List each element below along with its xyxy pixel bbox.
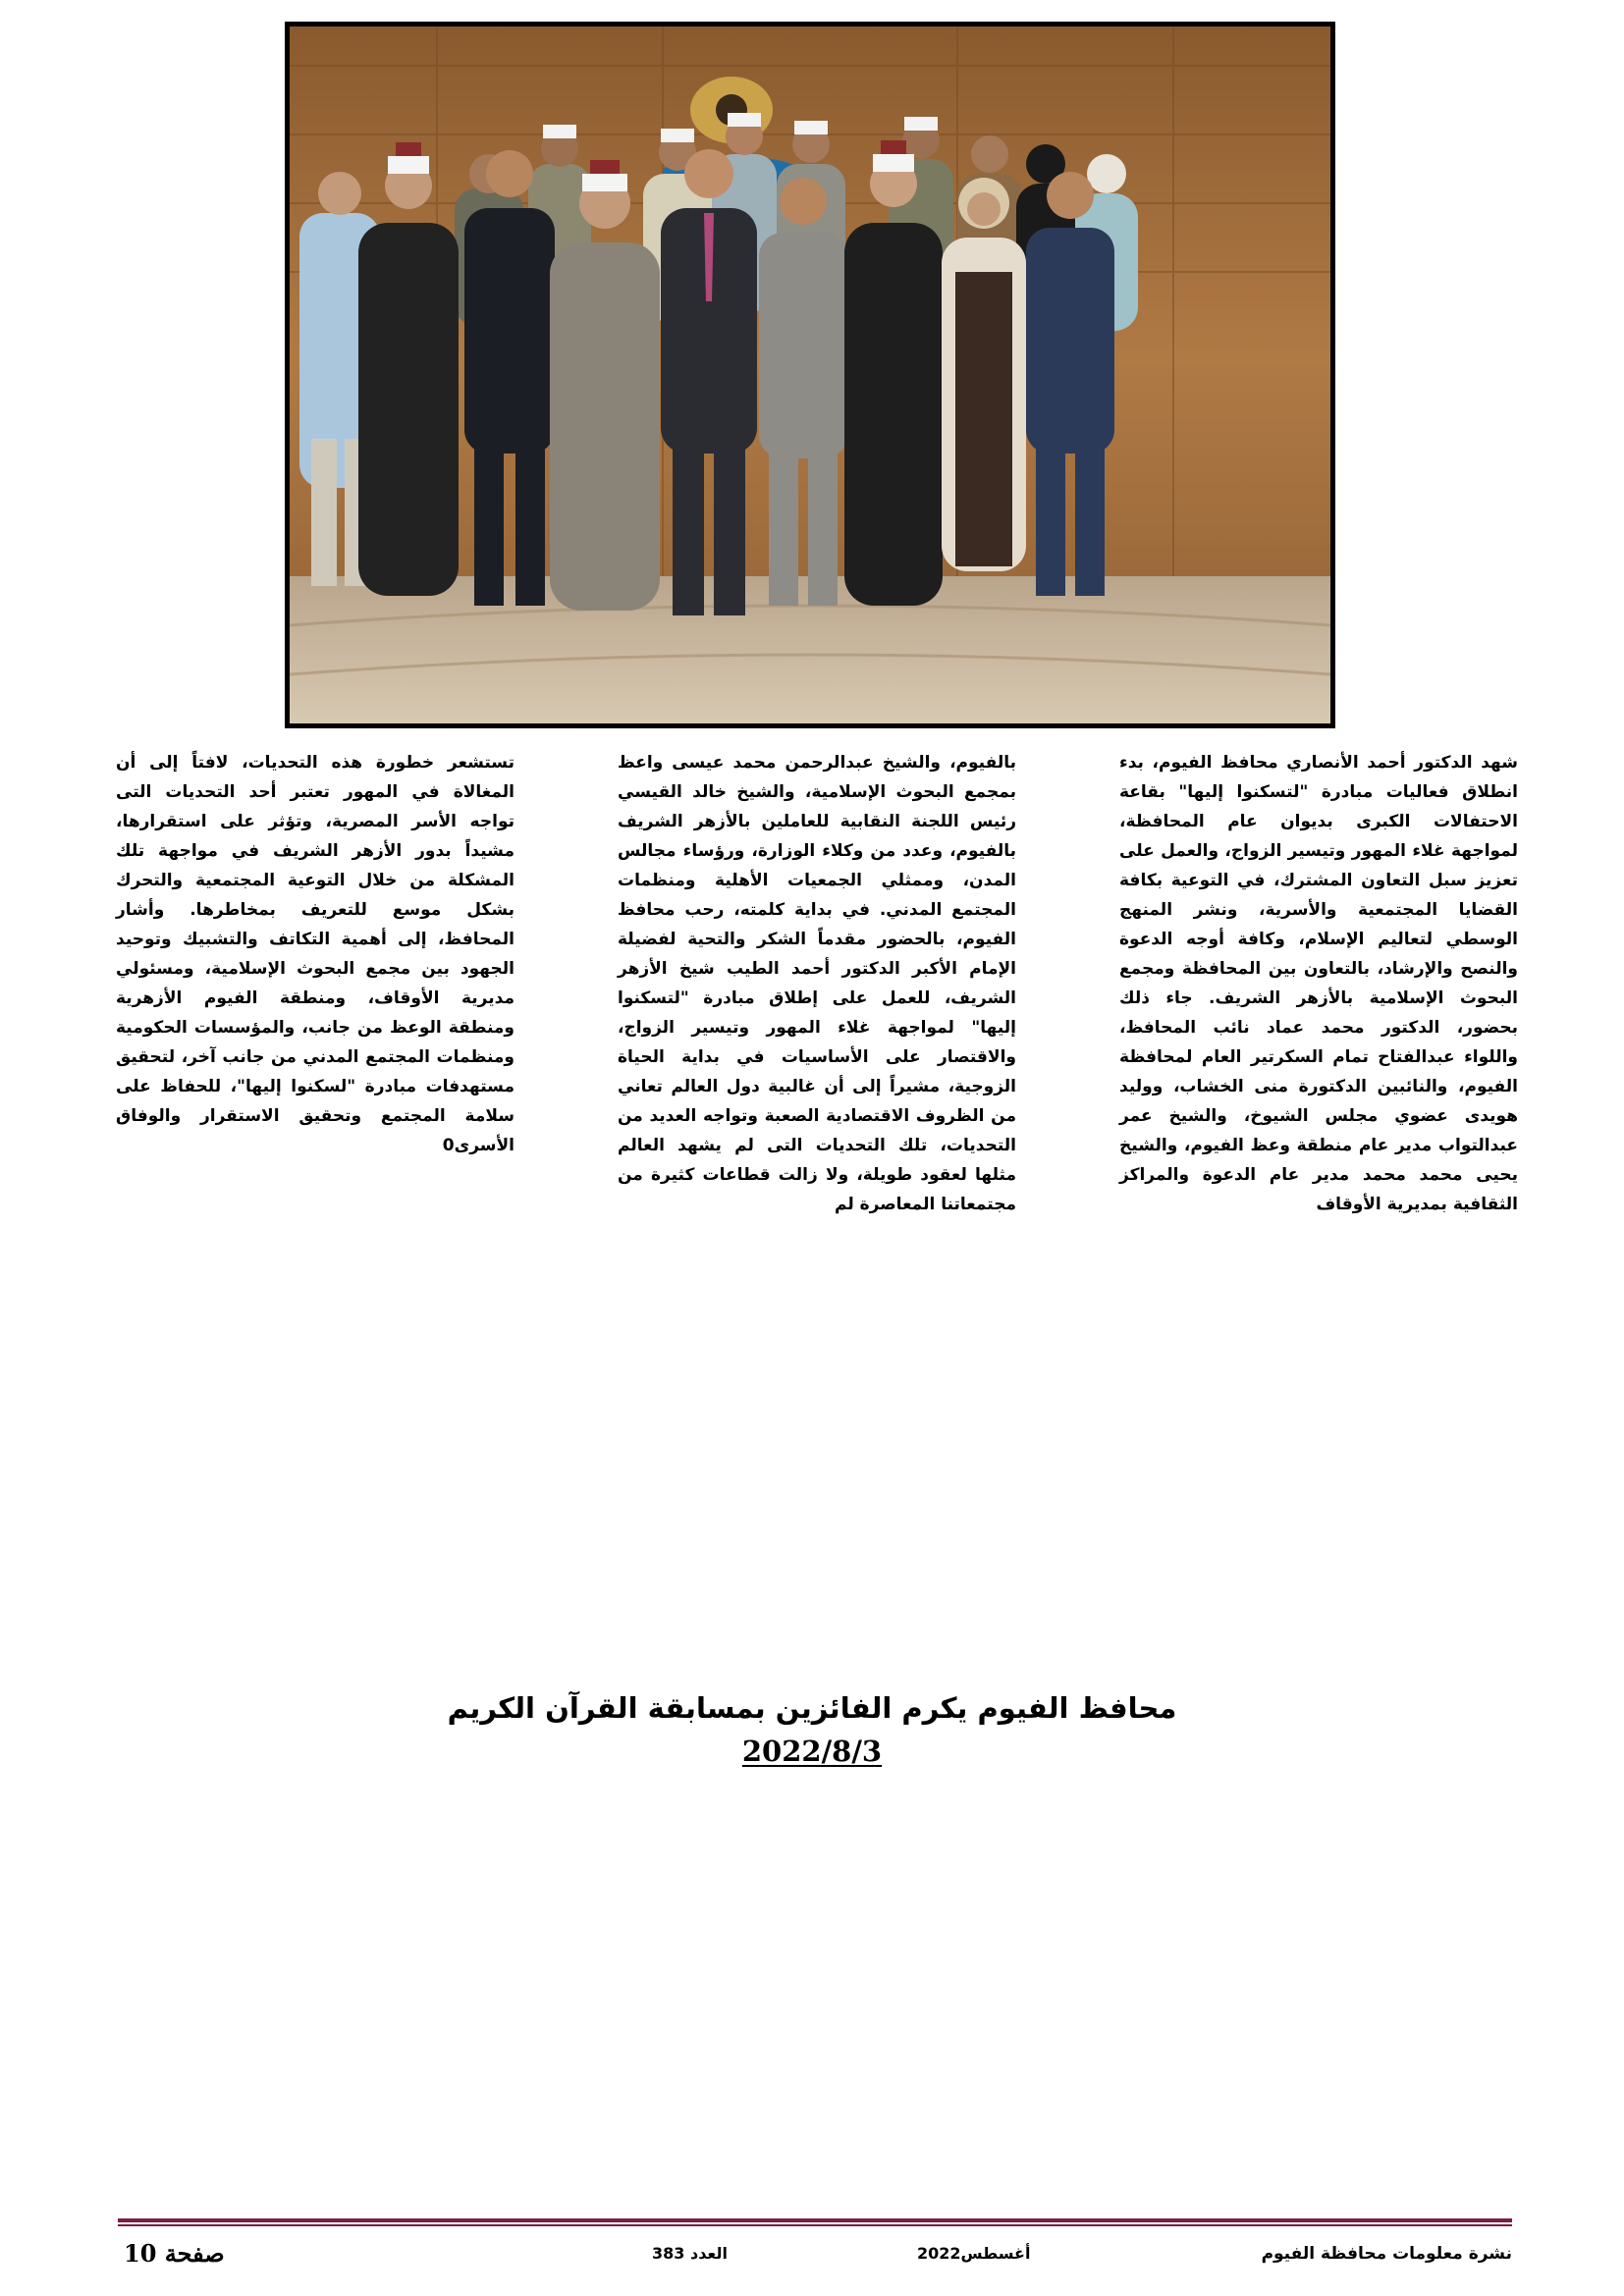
- article-column-3: [116, 748, 514, 1160]
- article-photo: [285, 22, 1335, 728]
- footer-month: أغسطس2022: [917, 2244, 1031, 2263]
- article-paragraph: بالفيوم، والشيخ عبدالرحمن محمد عيسى واعظ بمجمع البحوث الإسلامية، والشيخ خالد القيسي رئيس اللجنة النقابية للعاملين بالأزهر الشريف بالفيوم، وعدد من وكلاء الوزارة، ورؤساء مجالس المدن، وممثلي الجمعيات الأهلية ومنظمات المجتمع المدني. في بداية كلمته، رحب محافظ الفيوم، بالحضور مقدماً الشكر والتحية لفضيلة الإمام الأكبر الدكتور أحمد الطيب شيخ الأزهر الشريف، للعمل على إطلاق مبادرة "لتسكنوا إليها" لمواجهة غلاء المهور وتيسير الزواج، والاقتصار على الأساسيات في بداية الحياة الزوجية، مشيراً إلى أن غالبية دول العالم تعاني من الظروف الاقتصادية الصعبة وتواجه العديد من التحديات، تلك التحديات التى لم يشهد العالم مثلها لعقود طويلة، ولا زالت قطاعات كثيرة من مجتمعاتنا المعاصرة لم: [618, 753, 1016, 1214]
- footer-divider: [118, 2218, 1512, 2222]
- article-column-2: [618, 748, 1016, 1219]
- footer-publication-title: نشرة معلومات محافظة الفيوم: [1261, 2244, 1512, 2264]
- article-paragraph: شهد الدكتور أحمد الأنصاري محافظ الفيوم، بدء انطلاق فعاليات مبادرة "لتسكنوا إليها" بقاعة الاحتفالات الكبرى بديوان عام المحافظة، لمواجهة غلاء المهور وتيسير الزواج، والعمل على تعزيز سبل التعاون المشترك، في التوعية بكافة القضايا المجتمعية والأسرية، ونشر المنهج الوسطي لتعاليم الإسلام، وكافة أوجه الدعوة والنصح والإرشاد، بالتعاون بين المحافظة ومجمع البحوث الإسلامية بالأزهر الشريف. جاء ذلك بحضور، الدكتور محمد عماد نائب المحافظ، واللواء عبدالفتاح تمام السكرتير العام لمحافظة الفيوم، والنائبين الدكتورة منى الخشاب، ووليد هويدى عضوي مجلس الشيوخ، والشيخ عمر عبدالتواب مدير عام منطقة وعظ الفيوم، والشيخ يحيى محمد محمد مدير عام الدعوة والمراكز الثقافية بمديرية الأوقاف: [1119, 753, 1518, 1214]
- article-column-1: [1119, 748, 1518, 1219]
- next-article-headline: محافظ الفيوم يكرم الفائزين بمسابقة القرآن الكريم: [447, 1691, 1177, 1725]
- headline-date-text: 2022/8/3: [741, 1735, 883, 1768]
- footer-page-number: صفحة 10: [124, 2239, 225, 2268]
- footer-divider-thin: [118, 2224, 1512, 2226]
- article-body: [116, 748, 1518, 1406]
- group-photo-image: [290, 27, 1330, 723]
- article-paragraph: تستشعر خطورة هذه التحديات، لافتاً إلى أن المغالاة في المهور تعتبر أحد التحديات التى تواجه الأسر المصرية، وتؤثر على استقرارها، مشيداً بدور الأزهر الشريف في مواجهة تلك المشكلة من خلال التوعية المجتمعية والتحرك بشكل موسع للتعريف بمخاطرها. وأشار المحافظ، إلى أهمية التكاتف والتشبيك وتوحيد الجهود بين مجمع البحوث الإسلامية، ومسئولي مديرية الأوقاف، ومنطقة الفيوم الأزهرية ومنطقة الوعظ من جانب، والمؤسسات الحكومية ومنظمات المجتمع المدني من جانب آخر، لتحقيق مستهدفات مبادرة "لسكنوا إليها"، للحفاظ على سلامة المجتمع وتحقيق الاستقرار والوفاق الأسرى0: [116, 753, 514, 1155]
- headline-date: [0, 1732, 1624, 1771]
- footer-issue-number: العدد 383: [652, 2244, 728, 2263]
